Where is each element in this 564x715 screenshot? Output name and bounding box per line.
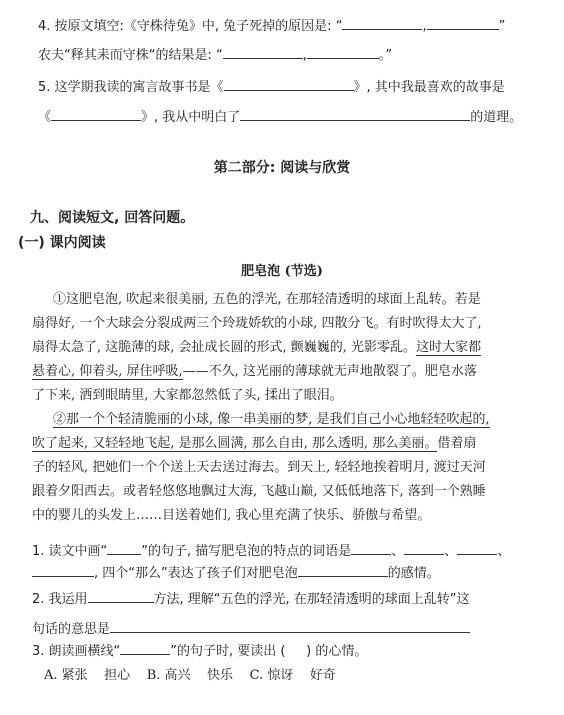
blank[interactable] — [51, 106, 141, 121]
passage-line: 了下来, 洒到眼睛里, 大家都忽然低了头, 揉出了眼泪。 — [32, 388, 343, 403]
blank[interactable] — [107, 540, 141, 555]
question-2b: 句话的意思是 — [32, 618, 470, 640]
blank[interactable] — [307, 44, 379, 59]
passage-line: ①这肥皂泡, 吹起来很美丽, 五色的浮光, 在那轻清透明的球面上乱转。若是 — [53, 292, 481, 307]
passage-line: 子的轻风, 把她们一个个送上天去送过海去。到天上, 轻轻地挨着明月, 渡过天河 — [32, 460, 486, 475]
blank[interactable] — [427, 15, 499, 30]
answer-line[interactable] — [110, 618, 470, 633]
question-1b: , 四个“那么”表达了孩子们对肥皂泡 的感情。 — [32, 562, 440, 584]
part-title: 第二部分: 阅读与欣赏 — [213, 160, 351, 176]
blank[interactable] — [351, 540, 391, 555]
passage-title: 肥皂泡 (节选) — [241, 264, 323, 279]
wavy-underlined-sentence: 吹了起来, 又轻轻地飞起, 是那么圆满, 那么自由, 那么透明, 那么美丽。 — [32, 436, 438, 451]
question-4b: 农夫“释其耒而守株“的结果是: “ , 。” — [38, 44, 392, 66]
blank[interactable] — [342, 15, 422, 30]
question-2: 2. 我运用 方法, 理解“五色的浮光, 在那轻清透明的球面上乱转”这 — [32, 588, 470, 610]
underlined-sentence: 悬着心, 仰着头, 屏住呼吸, — [32, 364, 183, 379]
question-1: 1. 读文中画“ ”的句子, 描写肥皂泡的特点的词语是 、 、 、 — [32, 540, 510, 562]
passage-line: 扇得太急了, 这脆薄的球, 会扯成长圆的形式, 颤巍巍的, 光影零乱。这时大家都 — [32, 340, 482, 355]
question-5: 5. 这学期我读的寓言故事书是《 》, 其中我最喜欢的故事是 — [38, 76, 505, 98]
blank[interactable] — [88, 588, 154, 603]
passage-line: 悬着心, 仰着头, 屏住呼吸,——不久, 这光丽的薄球就无声地散裂了。肥皂水落 — [32, 364, 477, 379]
question-9-title: 九、阅读短文, 回答问题。 — [30, 210, 195, 226]
question-4: 4. 按原文填空:《守株待兔》中, 兔子死掉的原因是: “ , ” — [38, 15, 505, 37]
blank[interactable] — [223, 44, 303, 59]
passage-line: 中的婴儿的头发上……目送着她们, 我心里充满了快乐、骄傲与希望。 — [32, 508, 431, 523]
blank[interactable] — [120, 640, 170, 655]
blank[interactable] — [32, 562, 94, 577]
reading-subtitle: (一) 课内阅读 — [18, 235, 106, 251]
passage-line: 吹了起来, 又轻轻地飞起, 是那么圆满, 那么自由, 那么透明, 那么美丽。借着扇 — [32, 436, 477, 451]
question-3: 3. 朗读画横线“ ”的句子时, 要读出 ( ) 的心情。 — [32, 640, 367, 662]
passage-line: 跟着夕阳西去。或者轻悠悠地飘过大海, 飞越山巅, 又低低地落下, 落到一个熟睡 — [32, 484, 486, 499]
question-3-options: A. 紧张 担心 B. 高兴 快乐 C. 惊讶 好奇 — [44, 668, 336, 683]
passage-line — [53, 410, 490, 430]
passage-line: 扇得好, 一个大球会分裂成两三个玲珑娇软的小球, 四散分飞。有时吹得太大了, — [32, 316, 482, 331]
blank[interactable] — [298, 562, 388, 577]
blank[interactable] — [224, 76, 354, 91]
wavy-underlined-sentence: ②那一个个轻清脆丽的小球, 像一串美丽的梦, 是我们自己小心地轻轻吹起的, — [53, 412, 490, 427]
question-5b: 《 》, 我从中明白了 的道理。 — [38, 106, 522, 128]
blank[interactable] — [457, 540, 497, 555]
underlined-sentence: 这时大家都 — [416, 340, 482, 355]
blank[interactable] — [404, 540, 444, 555]
blank[interactable] — [240, 106, 470, 121]
